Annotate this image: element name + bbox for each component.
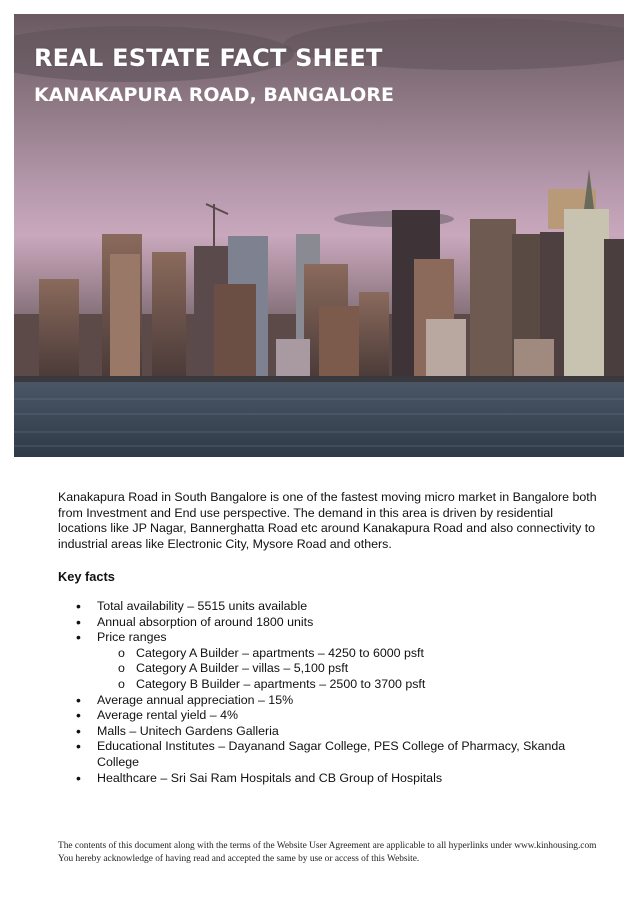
- bullet-icon: •: [76, 597, 81, 614]
- bullet-icon: •: [76, 769, 81, 786]
- circle-bullet-icon: o: [118, 676, 125, 691]
- page-title: REAL ESTATE FACT SHEET: [34, 44, 383, 72]
- circle-bullet-icon: o: [118, 661, 125, 676]
- bullet-icon: •: [76, 691, 81, 708]
- hero-banner: [14, 14, 624, 457]
- list-item: [97, 677, 598, 693]
- price-range-text: Category B Builder – apartments – 2500 to 3700 psft: [136, 676, 426, 691]
- fact-text: Healthcare – Sri Sai Ram Hospitals and CB Group of Hospitals: [97, 770, 443, 785]
- key-facts-list: [58, 599, 598, 786]
- bullet-icon: •: [76, 722, 81, 739]
- legal-footer: The contents of this document along with the terms of the Website User Agreement are applicable to all hyperlinks under www.kinhousing.com You hereby acknowledge of having read and accepted the same by use or access of this Website.: [58, 841, 597, 864]
- list-item: [97, 661, 598, 677]
- list-item: [58, 771, 598, 787]
- list-item: [97, 646, 598, 662]
- list-item: [58, 693, 598, 709]
- list-item: [58, 630, 598, 692]
- price-range-text: Category A Builder – villas – 5,100 psft: [136, 661, 349, 676]
- price-range-text: Category A Builder – apartments – 4250 to 6000 psft: [136, 645, 424, 660]
- fact-text: Average rental yield – 4%: [97, 708, 238, 723]
- bullet-icon: •: [76, 738, 81, 755]
- list-item: [58, 615, 598, 631]
- list-item: [58, 708, 598, 724]
- fact-text: Malls – Unitech Gardens Galleria: [97, 723, 279, 738]
- price-ranges-list: [97, 646, 598, 693]
- circle-bullet-icon: o: [118, 645, 125, 660]
- fact-text: Educational Institutes – Dayanand Sagar College, PES College of Pharmacy, Skanda College: [97, 739, 566, 769]
- list-item: [58, 599, 598, 615]
- list-item: [58, 739, 598, 770]
- bullet-icon: •: [76, 707, 81, 724]
- bullet-icon: •: [76, 629, 81, 646]
- fact-text: Total availability – 5515 units available: [97, 598, 308, 613]
- intro-paragraph: Kanakapura Road in South Bangalore is one of the fastest moving micro market in Bangalore both from Investment and End use perspective. The demand in this area is driven by residential locations like JP Nagar, Bannerghatta Road etc around Kanakapura Road and also connectivity to industrial areas like Electronic City, Mysore Road and others.: [58, 490, 597, 551]
- list-item: [58, 724, 598, 740]
- fact-text: Average annual appreciation – 15%: [97, 692, 294, 707]
- bullet-icon: •: [76, 613, 81, 630]
- city-skyline-photo: [14, 14, 624, 457]
- fact-text: Annual absorption of around 1800 units: [97, 614, 314, 629]
- key-facts-heading: Key facts: [58, 569, 115, 585]
- page-subtitle: KANAKAPURA ROAD, BANGALORE: [34, 84, 394, 106]
- fact-sheet-body: [58, 490, 598, 786]
- fact-text: Price ranges: [97, 630, 167, 645]
